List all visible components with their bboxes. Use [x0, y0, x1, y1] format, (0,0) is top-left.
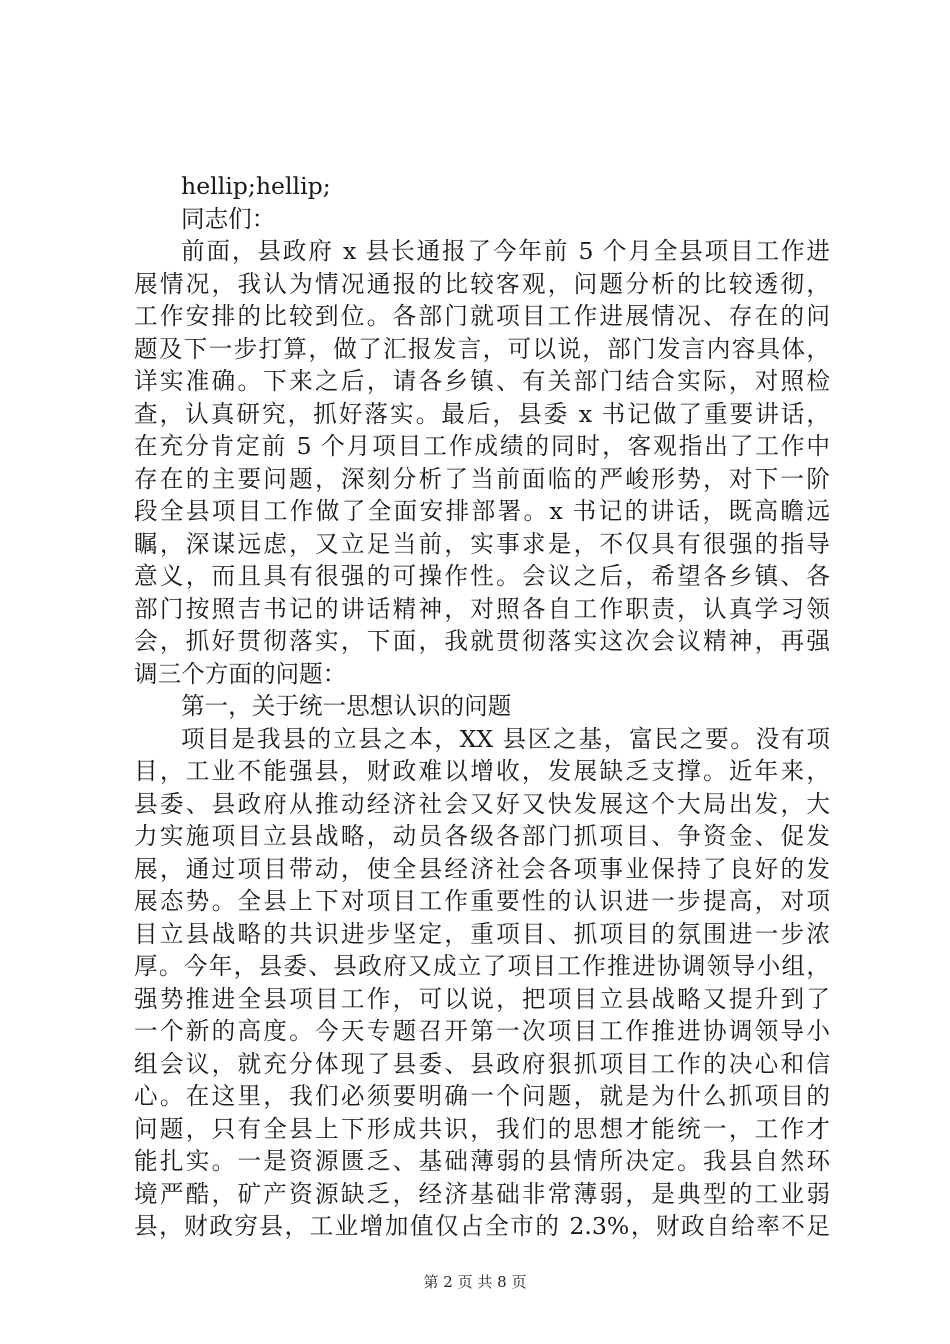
text-line: 展，通过项目带动，使全县经济社会各项事业保持了良好的发: [134, 854, 830, 883]
text-line: 项目是我县的立县之本，XX 县区之基，富民之要。没有项: [181, 724, 830, 753]
text-line: 问题，只有全县上下形成共识，我们的思想才能统一，工作才: [134, 1114, 830, 1143]
text-line: 查，认真研究，抓好落实。最后，县委 x 书记做了重要讲话，: [134, 399, 830, 428]
document-body: [134, 170, 830, 1243]
text-line: 力实施项目立县战略，动员各级各部门抓项目、争资金、促发: [134, 822, 830, 850]
text-line: 段全县项目工作做了全面安排部署。x 书记的讲话，既高瞻远: [134, 497, 830, 525]
text-line: 厚。今年，县委、县政府又成立了项目工作推进协调领导小组，: [134, 952, 830, 980]
text-line: 意义，而且具有很强的可操作性。会议之后，希望各乡镇、各: [134, 562, 830, 590]
text-line: 能扎实。一是资源匮乏、基础薄弱的县情所决定。我县自然环: [134, 1147, 830, 1175]
text-line: 存在的主要问题，深刻分析了当前面临的严峻形势，对下一阶: [134, 464, 830, 493]
text-line: 组会议，就充分体现了县委、县政府狠抓项目工作的决心和信: [134, 1049, 830, 1078]
text-line: 在充分肯定前 5 个月项目工作成绩的同时，客观指出了工作中: [134, 432, 830, 460]
text-line: 会，抓好贯彻落实，下面，我就贯彻落实这次会议精神，再强: [134, 627, 830, 655]
text-line: 展情况，我认为情况通报的比较客观，问题分析的比较透彻，: [134, 269, 830, 298]
text-line: 调三个方面的问题：: [134, 659, 347, 688]
page-number-footer: 第 2 页 共 8 页: [423, 1273, 527, 1291]
text-line: 前面，县政府 x 县长通报了今年前 5 个月全县项目工作进: [181, 237, 830, 265]
text-line: 目立县战略的共识进步坚定，重项目、抓项目的氛围进一步浓: [134, 919, 830, 948]
text-line: 第一，关于统一思想认识的问题: [181, 692, 512, 720]
text-line: 瞩，深谋远虑，又立足当前，实事求是，不仅具有很强的指导: [134, 529, 830, 558]
text-line: 同志们：: [181, 204, 276, 233]
text-line: hellip;hellip;: [181, 172, 331, 200]
text-line: 展态势。全县上下对项目工作重要性的认识进一步提高，对项: [134, 887, 830, 915]
text-line: 一个新的高度。今天专题召开第一次项目工作推进协调领导小: [134, 1017, 830, 1045]
text-line: 境严酷，矿产资源缺乏，经济基础非常薄弱，是典型的工业弱: [134, 1179, 830, 1208]
text-line: 目，工业不能强县，财政难以增收，发展缺乏支撑。近年来，: [134, 757, 830, 785]
text-line: 强势推进全县项目工作，可以说，把项目立县战略又提升到了: [134, 984, 830, 1013]
text-line: 心。在这里，我们必须要明确一个问题，就是为什么抓项目的: [134, 1082, 830, 1110]
text-line: 工作安排的比较到位。各部门就项目工作进展情况、存在的问: [134, 302, 830, 330]
text-line: 题及下一步打算，做了汇报发言，可以说，部门发言内容具体，: [134, 334, 830, 363]
text-line: 县委、县政府从推动经济社会又好又快发展这个大局出发，大: [134, 789, 830, 818]
text-line: 部门按照吉书记的讲话精神，对照各自工作职责，认真学习领: [134, 594, 830, 623]
text-line: 详实准确。下来之后，请各乡镇、有关部门结合实际，对照检: [134, 367, 830, 395]
text-line: 县，财政穷县，工业增加值仅占全市的 2.3%，财政自给率不足: [134, 1212, 830, 1240]
